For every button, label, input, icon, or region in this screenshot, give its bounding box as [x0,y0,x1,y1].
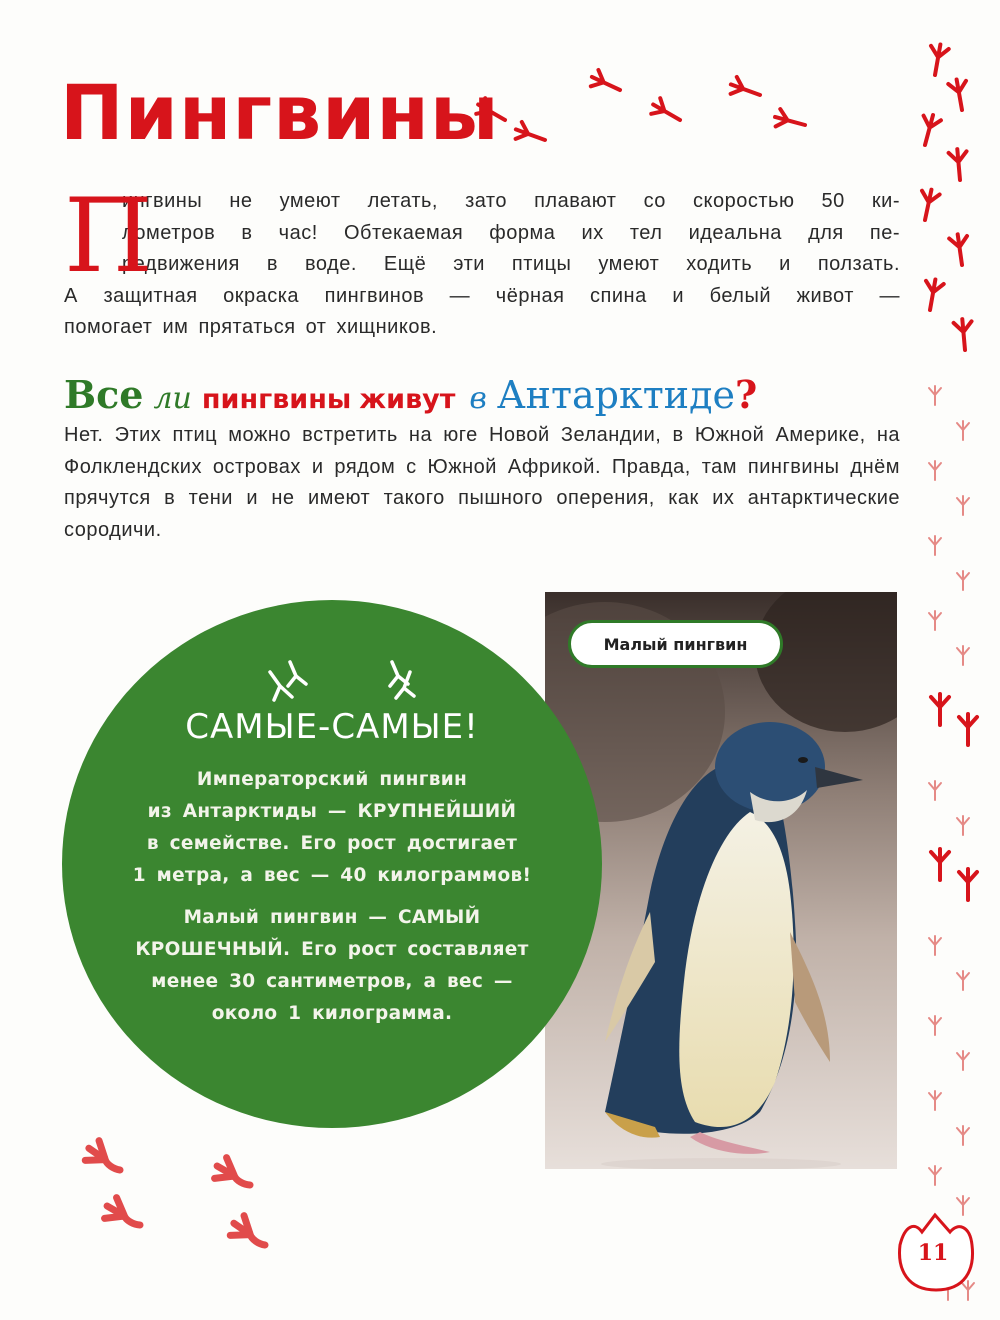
heading-word: Все [64,372,144,417]
intro-line: лометров в час! Обтекаемая форма их тел идеальна для пе- [122,221,900,244]
answer-paragraph: Нет. Этих птиц можно встретить на юге Новой Зеландии, в Южной Америке, на Фолклендских островах и рядом с Южной Африкой. Правда, там пингвины днём прячутся в тени и не имеют такого пышного оперения, как их антарктические сородичи. [64,424,900,541]
heading-word: Антарктиде [496,373,735,417]
heading-question-mark: ? [734,372,758,417]
intro-line: помогает им прятаться от хищников. [64,316,438,338]
fact-emperor-penguin [92,764,572,892]
heading-word: ли [153,381,192,416]
page-title: Пингвины [60,68,500,157]
page-number: 11 [917,1240,949,1266]
fact-box-title: САМЫЕ-САМЫЕ! [185,707,479,747]
fact-line: менее 30 сантиметров, а вес — [151,971,513,992]
fact-little-penguin [92,902,572,1030]
drop-cap: П [64,177,153,296]
heading-word: пингвины [201,384,352,415]
fact-line: Императорский пингвин [196,769,468,790]
photo-caption: Малый пингвин [568,620,783,668]
fact-line: 1 метра, а вес — 40 килограммов! [132,865,532,886]
fact-line: около 1 килограмма. [211,1003,453,1024]
fact-line: из Антарктиды — КРУПНЕЙШИЙ [147,801,517,822]
heading-word: живут [359,384,456,415]
fact-line: КРОШЕЧНЫЙ. Его рост составляет [135,939,529,960]
intro-line: ингвины не умеют летать, зато плавают со скоростью 50 ки- [122,190,900,212]
intro-line: редвижения в воде. Ещё эти птицы умеют ходить и ползать. [122,253,900,275]
intro-line: А защитная окраска пингвинов — чёрная спина и белый живот — [64,284,900,307]
fact-line: в семействе. Его рост достигает [146,833,518,854]
fact-line: Малый пингвин — САМЫЙ [183,907,481,928]
heading-word: в [469,381,487,416]
